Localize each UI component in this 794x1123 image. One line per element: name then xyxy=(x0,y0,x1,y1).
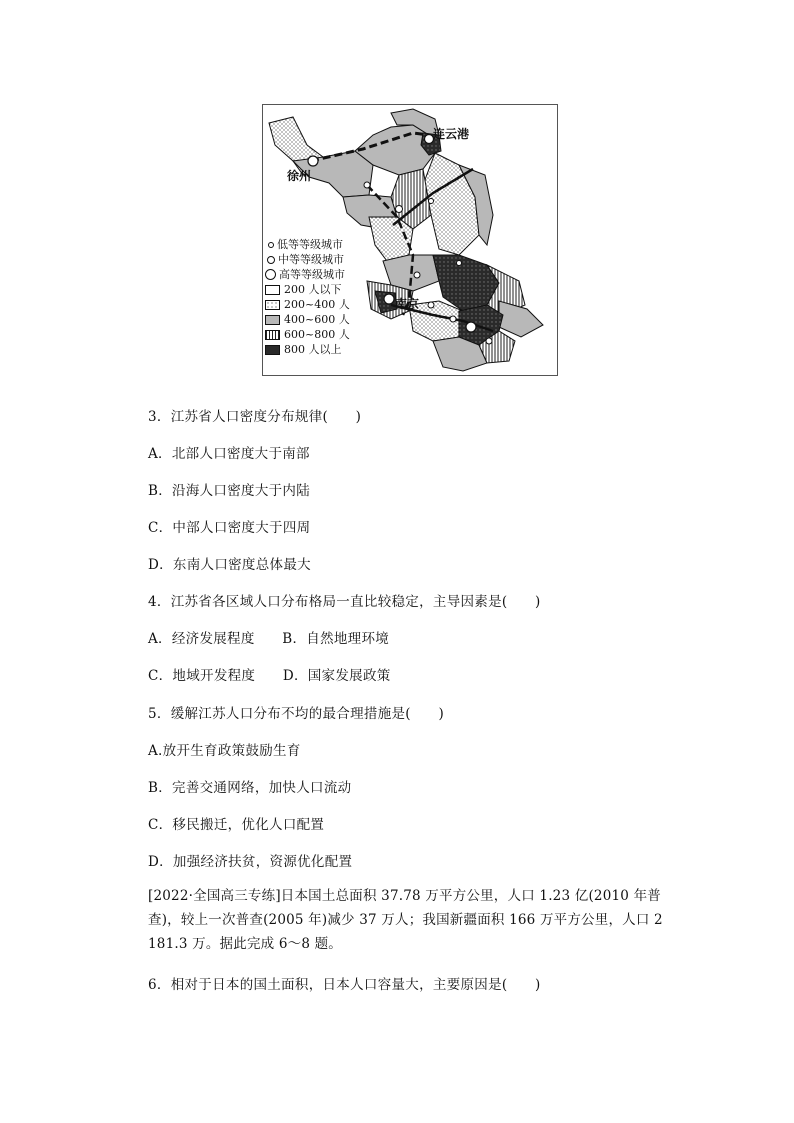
city-label-nanjing: 南京 xyxy=(395,297,420,311)
question-4-options-ab: A．经济发展程度 B．自然地理环境 xyxy=(148,631,390,647)
legend-row-density-1 xyxy=(265,282,350,297)
question-3-option-d: D．东南人口密度总体最大 xyxy=(148,557,311,573)
city-mid-4 xyxy=(414,272,420,278)
legend-label: 200~400 人 xyxy=(284,298,350,311)
city-mid-7 xyxy=(486,338,492,344)
gray-swatch-icon xyxy=(265,315,280,325)
dotted-swatch-icon xyxy=(265,300,280,310)
city-label-lianyungang: 连云港 xyxy=(433,127,470,141)
question-4-stem: 4．江苏省各区域人口分布格局一直比较稳定，主导因素是( ) xyxy=(148,594,541,610)
city-mid-2 xyxy=(396,206,403,213)
population-density-map xyxy=(262,104,558,376)
question-6-stem: 6．相对于日本的国土面积，日本人口容量大，主要原因是( ) xyxy=(148,977,541,993)
dark-swatch-icon xyxy=(265,345,280,355)
legend-row-density-5 xyxy=(265,342,350,357)
legend-row-medium-city xyxy=(265,252,350,267)
legend-row-density-4 xyxy=(265,327,350,342)
striped-swatch-icon xyxy=(265,330,280,340)
legend-label: 中等等级城市 xyxy=(278,253,344,266)
question-3-option-a: A．北部人口密度大于南部 xyxy=(148,446,310,462)
blank-swatch-icon xyxy=(265,285,280,295)
material-paragraph: [2022·全国高三专练]日本国土总面积 37.78 万平方公里，人口 1.23 亿(2010 年普查)，较上一次普查(2005 年)减少 37 万人；我国新疆面积 166 万平方公里，人口 2 181.3 万。据此完成 6～8 题。 xyxy=(148,888,663,952)
city-label-xuzhou: 徐州 xyxy=(287,169,312,183)
legend-label: 高等等级城市 xyxy=(279,268,345,281)
question-4-options-cd: C．地域开发程度 D．国家发展政策 xyxy=(148,668,391,684)
legend-label: 低等等级城市 xyxy=(277,238,343,251)
city-mid-6 xyxy=(450,316,456,322)
city-mid-3 xyxy=(429,199,434,204)
question-3-option-b: B．沿海人口密度大于内陆 xyxy=(148,483,311,499)
legend-row-small-city xyxy=(265,237,350,252)
question-5-option-a: A.放开生育政策鼓励生育 xyxy=(148,743,301,759)
legend-row-large-city xyxy=(265,267,350,282)
map-legend xyxy=(265,237,350,357)
question-5-option-c: C．移民搬迁，优化人口配置 xyxy=(148,817,325,833)
region-yancheng-dots xyxy=(423,153,479,255)
question-5-option-d: D．加强经济扶贫，资源优化配置 xyxy=(148,854,353,870)
legend-label: 400~600 人 xyxy=(284,313,350,326)
legend-row-density-3 xyxy=(265,312,350,327)
city-xuzhou xyxy=(308,156,318,166)
legend-label: 600~800 人 xyxy=(284,328,350,341)
city-mid-1 xyxy=(364,182,370,188)
legend-label: 800 人以上 xyxy=(284,343,342,356)
legend-label: 200 人以下 xyxy=(284,283,342,296)
question-3-stem: 3．江苏省人口密度分布规律( ) xyxy=(148,409,362,425)
question-5-stem: 5．缓解江苏人口分布不均的最合理措施是( ) xyxy=(148,706,445,722)
city-mid-5 xyxy=(428,302,434,308)
question-3-option-c: C．中部人口密度大于四周 xyxy=(148,520,311,536)
large-city-icon xyxy=(265,269,276,280)
question-5-option-b: B．完善交通网络，加快人口流动 xyxy=(148,780,352,796)
legend-row-density-2 xyxy=(265,297,350,312)
city-mid-8 xyxy=(457,261,462,266)
medium-city-icon xyxy=(267,256,275,264)
city-suzhou xyxy=(466,322,476,332)
city-nanjing xyxy=(384,294,394,304)
small-city-icon xyxy=(268,242,274,248)
